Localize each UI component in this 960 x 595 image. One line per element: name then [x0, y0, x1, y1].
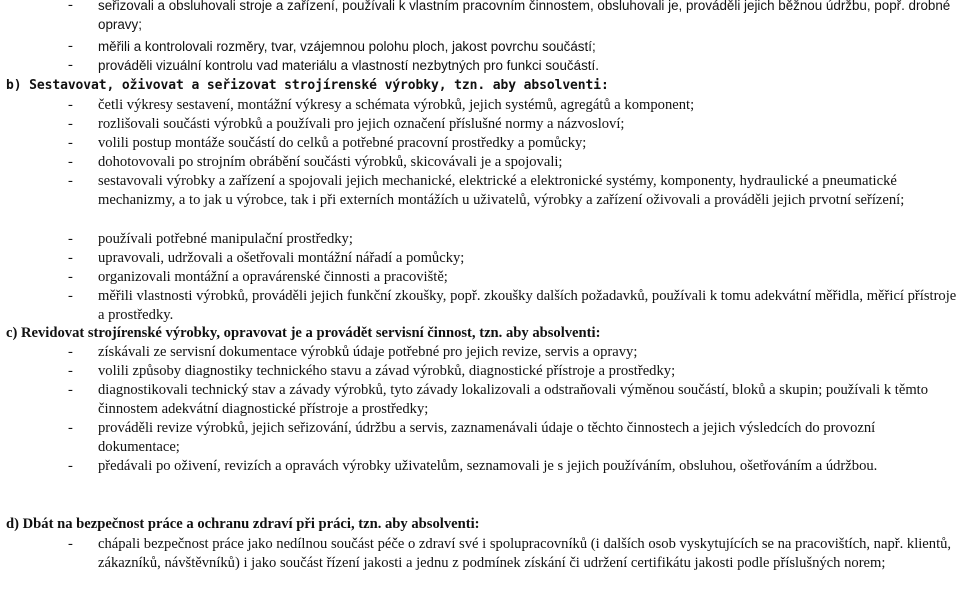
list-item: [68, 419, 958, 458]
list-item-text: získávali ze servisní dokumentace výrobků údaje potřebné pro jejich revize, servis a opravy;: [98, 344, 638, 360]
list-item: [68, 134, 958, 153]
list-item: [68, 457, 958, 476]
list-dash: -: [68, 420, 73, 436]
list-item-text: upravovali, udržovali a ošetřovali montážní nářadí a pomůcky;: [98, 250, 465, 266]
list-dash: -: [68, 269, 73, 285]
list-dash: -: [68, 288, 73, 304]
list-dash: -: [68, 57, 73, 73]
list-item: [68, 115, 958, 134]
list-dash: -: [68, 154, 73, 170]
list-dash: -: [68, 250, 73, 266]
list-dash: -: [68, 458, 73, 474]
list-dash: -: [68, 231, 73, 247]
list-item-text: prováděli revize výrobků, jejich seřizování, údržbu a servis, zaznamenávali údaje o těchto činnostech a jejich výsledcích do provozní dokumentace;: [98, 420, 876, 456]
list-item: [68, 56, 958, 75]
list-dash: -: [68, 382, 73, 398]
list-item: [68, 362, 958, 381]
list-item-text: prováděli vizuální kontrolu vad materiálu a vlastností nezbytných pro funkci součástí.: [98, 58, 599, 73]
list-dash: -: [68, 536, 73, 552]
section-c-heading: c) Revidovat strojírenské výrobky, opravovat je a provádět servisní činnost, tzn. aby absolventi:: [6, 325, 601, 341]
list-item-text: volili postup montáže součástí do celků a potřebné pracovní prostředky a pomůcky;: [98, 135, 587, 151]
list-item-text: četli výkresy sestavení, montážní výkresy a schémata výrobků, jejich systémů, agregátů a komponent;: [98, 97, 695, 113]
list-dash: -: [68, 97, 73, 113]
list-item: [68, 0, 958, 35]
section-d-heading: d) Dbát na bezpečnost práce a ochranu zdraví při práci, tzn. aby absolventi:: [6, 516, 480, 532]
list-item-text: předávali po oživení, revizích a opravách výrobky uživatelům, seznamovali je s jejich používáním, obsluhou, ošetřováním a údržbou.: [98, 458, 878, 474]
list-item: [68, 172, 958, 211]
list-dash: -: [68, 0, 73, 13]
list-item: [68, 37, 958, 56]
list-item-text: chápali bezpečnost práce jako nedílnou součást péče o zdraví své i spolupracovníků (i dalších osob vyskytujících se na pracovištích, např. klientů, zákazníků, návštěvníků) i jako součást řízení jakosti a jednu z podmínek získání či udržení certifikátu jakosti podle příslušných norem;: [98, 536, 952, 572]
list-item: [68, 535, 958, 574]
list-item: [68, 153, 958, 172]
list-dash: -: [68, 344, 73, 360]
list-item: [68, 249, 958, 268]
list-item: [68, 343, 958, 362]
list-item-text: diagnostikovali technický stav a závady výrobků, tyto závady lokalizovali a odstraňovali výměnou součástí, bloků a skupin; používali k těmto činnostem adekvátní diagnostické přístroje a prostředky;: [98, 382, 929, 418]
list-item-text: rozlišovali součásti výrobků a používali pro jejich označení příslušné normy a názvosloví;: [98, 116, 625, 132]
list-item-text: organizovali montážní a opravárenské činnosti a pracoviště;: [98, 269, 448, 285]
list-dash: -: [68, 363, 73, 379]
list-item-text: dohotovovali po strojním obrábění součásti výrobků, skicovávali je a spojovali;: [98, 154, 563, 170]
list-item-text: měřili a kontrolovali rozměry, tvar, vzájemnou polohu ploch, jakost povrchu součástí;: [98, 39, 596, 54]
list-dash: -: [68, 173, 73, 189]
list-item-text: volili způsoby diagnostiky technického stavu a závad výrobků, diagnostické přístroje a prostředky;: [98, 363, 676, 379]
section-b-heading: b) Sestavovat, oživovat a seřizovat strojírenské výrobky, tzn. aby absolventi:: [6, 78, 609, 93]
list-item: [68, 287, 958, 326]
list-item-text: sestavovali výrobky a zařízení a spojovali jejich mechanické, elektrické a elektronické systémy, komponenty, hydraulické a pneumatické mechanizmy, a to jak u výrobce, tak i při externích montážích u uživatelů, výrobky a zařízení oživovali a prováděli jejich prvotní seřízení;: [98, 173, 905, 209]
list-dash: -: [68, 135, 73, 151]
list-item-text: používali potřebné manipulační prostředky;: [98, 231, 353, 247]
list-dash: -: [68, 38, 73, 54]
list-item: [68, 268, 958, 287]
list-dash: -: [68, 116, 73, 132]
list-item: [68, 381, 958, 420]
list-item-text: seřizovali a obsluhovali stroje a zařízení, používali k vlastním pracovním činnostem, obsluhovali je, prováděli jejich běžnou údržbu, popř. drobné opravy;: [98, 0, 951, 33]
list-item: [68, 230, 958, 249]
list-item: [68, 96, 958, 115]
list-item-text: měřili vlastnosti výrobků, prováděli jejich funkční zkoušky, popř. zkoušky dalších požadavků, používali k tomu adekvátní měřidla, měřicí přístroje a prostředky.: [98, 288, 957, 324]
